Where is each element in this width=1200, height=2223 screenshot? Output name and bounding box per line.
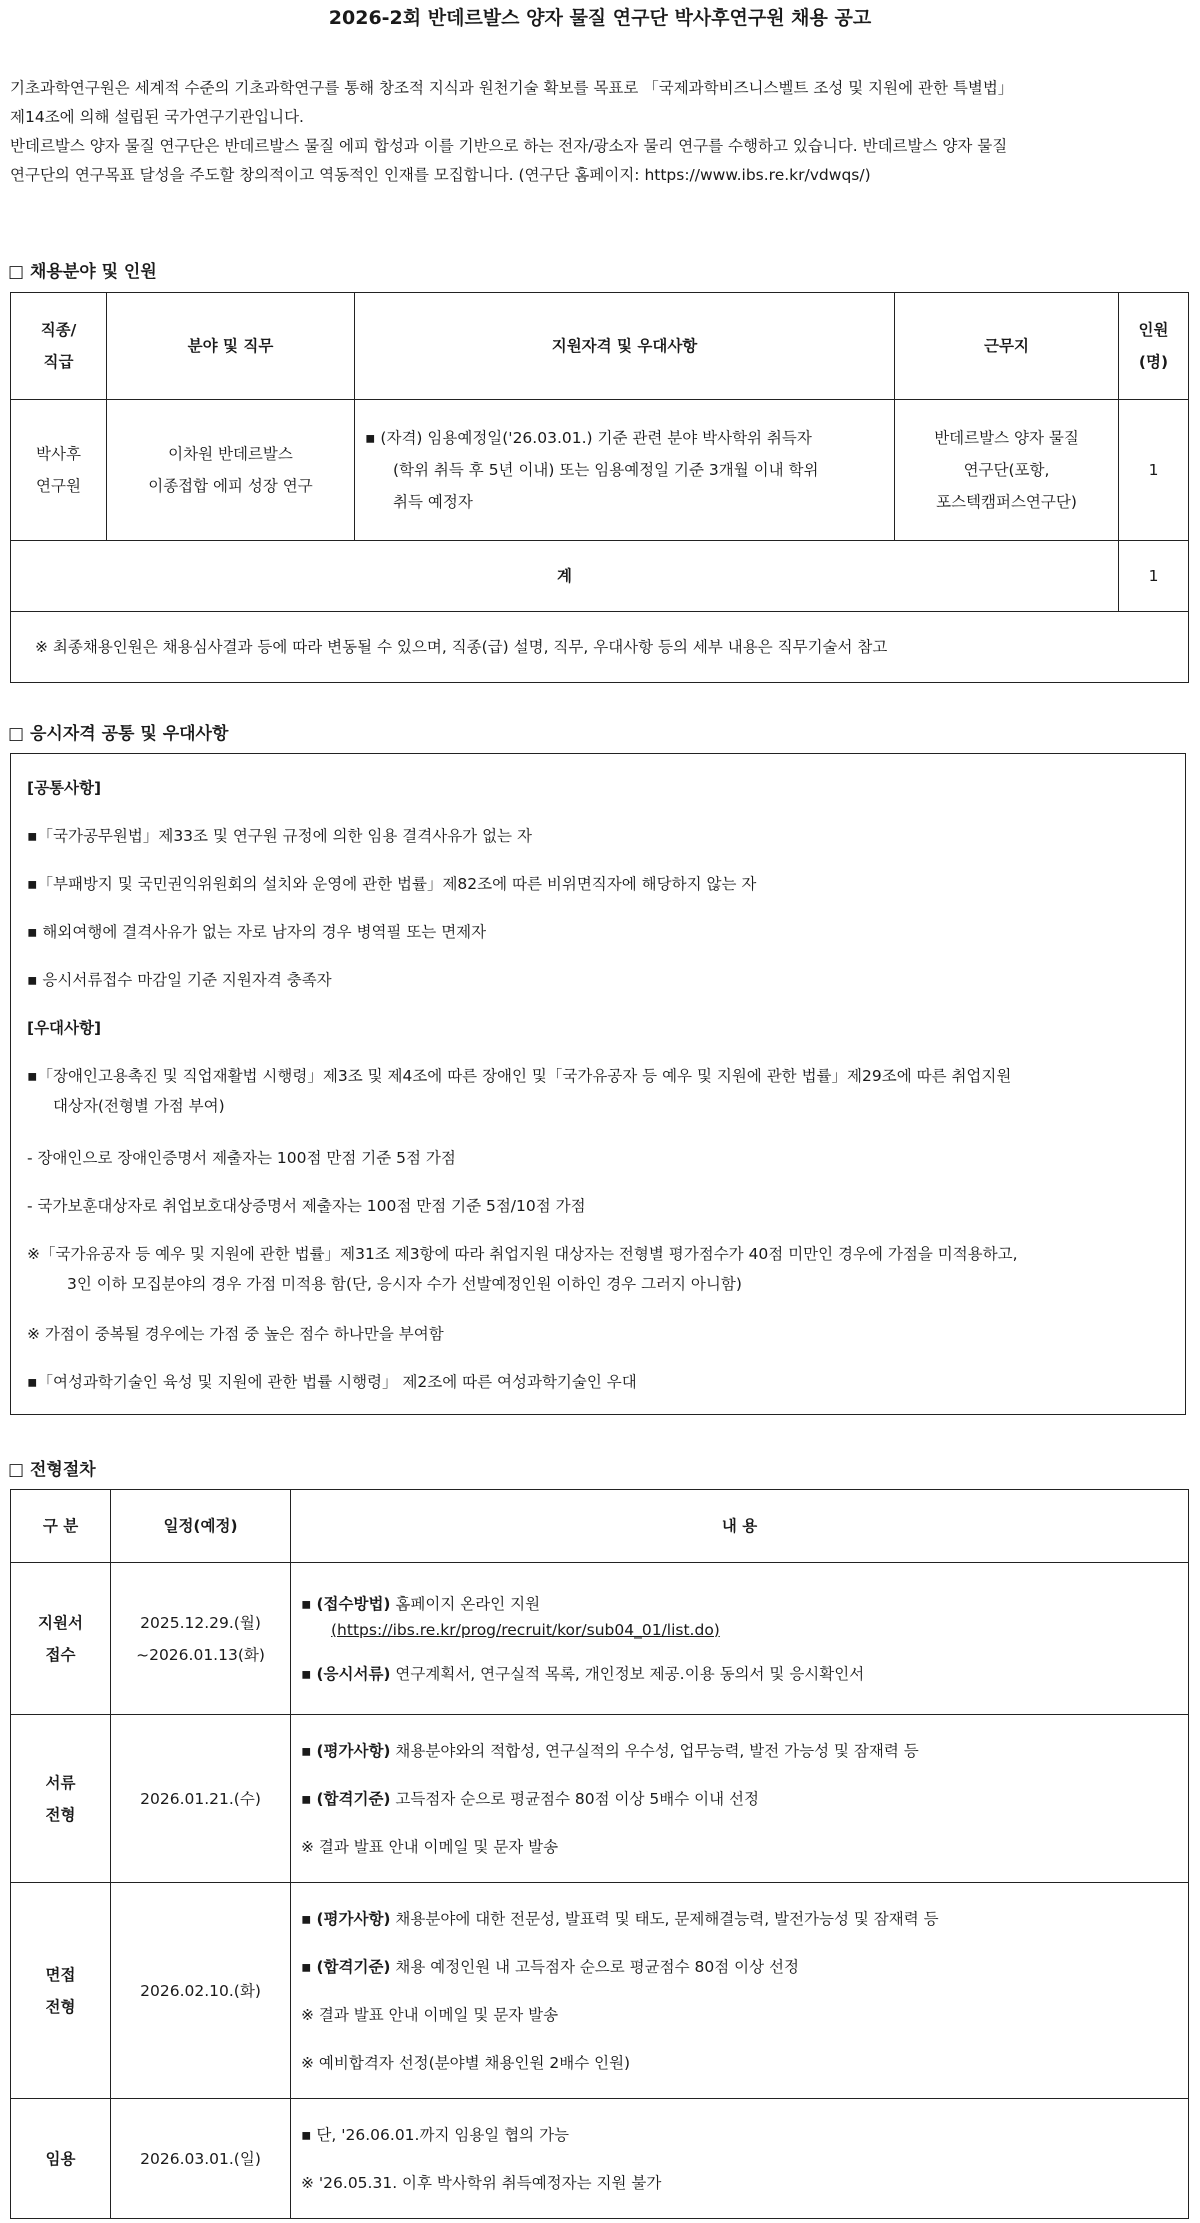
intro-line: 제14조에 의해 설립된 국가연구기관입니다. bbox=[10, 108, 304, 126]
cell-date: 2026.02.10.(화) bbox=[111, 1883, 291, 2099]
total-row bbox=[11, 541, 1189, 612]
apply-link[interactable]: (https://ibs.re.kr/prog/recruit/kor/sub04_01/list.do) bbox=[331, 1620, 720, 1639]
pref-sub-item: - 장애인으로 장애인증명서 제출자는 100점 만점 기준 5점 가점 bbox=[27, 1149, 456, 1167]
pref-sub-item: - 국가보훈대상자로 취업보호대상증명서 제출자는 100점 만점 기준 5점/10점 가점 bbox=[27, 1197, 586, 1215]
cell-date: 2026.01.21.(수) bbox=[111, 1715, 291, 1883]
section-heading-recruitment: □ 채용분야 및 인원 bbox=[8, 262, 157, 282]
common-title: [공통사항] bbox=[27, 779, 102, 797]
cell-rank: 박사후 연구원 bbox=[11, 400, 107, 541]
header-date: 일정(예정) bbox=[111, 1490, 291, 1563]
section-heading-process: □ 전형절차 bbox=[8, 1460, 96, 1480]
process-table bbox=[10, 1489, 1189, 2219]
cell-content bbox=[291, 1715, 1189, 1883]
cell-stage: 지원서 접수 bbox=[11, 1563, 111, 1715]
cell-content bbox=[291, 2099, 1189, 2219]
common-item: ▪「국가공무원법」제33조 및 연구원 규정에 의한 임용 결격사유가 없는 자 bbox=[27, 827, 532, 845]
table-row bbox=[11, 1883, 1189, 2099]
intro-line: 반데르발스 양자 물질 연구단은 반데르발스 물질 에피 합성과 이를 기반으로 하는 전자/광소자 물리 연구를 수행하고 있습니다. 반데르발스 양자 물질 bbox=[10, 137, 1008, 155]
cell-stage: 임용 bbox=[11, 2099, 111, 2219]
header-content: 내 용 bbox=[291, 1490, 1189, 1563]
content-note: ※ 예비합격자 선정(분야별 채용인원 2배수 인원) bbox=[301, 2053, 631, 2072]
content-note: ※ '26.05.31. 이후 박사학위 취득예정자는 지원 불가 bbox=[301, 2173, 662, 2192]
cell-date: 2026.03.01.(일) bbox=[111, 2099, 291, 2219]
cell-workplace: 반데르발스 양자 물질 연구단(포항, 포스텍캠퍼스연구단) bbox=[895, 400, 1119, 541]
total-label: 계 bbox=[11, 541, 1119, 612]
pref-note: ※「국가유공자 등 예우 및 지원에 관한 법률」제31조 제3항에 따라 취업지원 대상자는 전형별 평가점수가 40점 미만인 경우에 가점을 미적용하고, bbox=[27, 1245, 1018, 1263]
pref-note-cont: 3인 이하 모집분야의 경우 가점 미적용 함(단, 응시자 수가 선발예정인원 이하인 경우 그러지 아니함) bbox=[67, 1275, 742, 1293]
content-item: ▪ 단, '26.06.01.까지 임용일 협의 가능 bbox=[301, 2125, 570, 2144]
content-item: ▪ (합격기준) 고득점자 순으로 평균점수 80점 이상 5배수 이내 선정 bbox=[301, 1789, 759, 1808]
table-row bbox=[11, 400, 1189, 541]
cell-stage: 면접 전형 bbox=[11, 1883, 111, 2099]
eligibility-box bbox=[10, 753, 1186, 1415]
cell-count: 1 bbox=[1119, 400, 1189, 541]
pref-item-cont: 대상자(전형별 가점 부여) bbox=[53, 1097, 225, 1115]
table-row bbox=[11, 2099, 1189, 2219]
total-count: 1 bbox=[1119, 541, 1189, 612]
pref-title: [우대사항] bbox=[27, 1019, 102, 1037]
content-note: ※ 결과 발표 안내 이메일 및 문자 발송 bbox=[301, 2005, 559, 2024]
intro-line: 연구단의 연구목표 달성을 주도할 창의적이고 역동적인 인재를 모집합니다. (연구단 홈페이지: https://www.ibs.re.kr/vdwqs/) bbox=[10, 166, 871, 184]
common-item: ▪ 해외여행에 결격사유가 없는 자로 남자의 경우 병역필 또는 면제자 bbox=[27, 923, 487, 941]
content-item: ▪ (평가사항) 채용분야에 대한 전문성, 발표력 및 태도, 문제해결능력, 발전가능성 및 잠재력 등 bbox=[301, 1909, 939, 1928]
content-item: ▪ (합격기준) 채용 예정인원 내 고득점자 순으로 평균점수 80점 이상 선정 bbox=[301, 1957, 799, 1976]
cell-qualification: ▪ (자격) 임용예정일('26.03.01.) 기준 관련 분야 박사학위 취득자 (학위 취득 후 5년 이내) 또는 임용예정일 기준 3개월 이내 학위 취득 예정자 bbox=[355, 400, 895, 541]
page-title: 2026-2회 반데르발스 양자 물질 연구단 박사후연구원 채용 공고 bbox=[328, 7, 872, 29]
header-field: 분야 및 직무 bbox=[107, 293, 355, 400]
intro-paragraph bbox=[10, 74, 1190, 190]
content-item: ▪ (평가사항) 채용분야와의 적합성, 연구실적의 우수성, 업무능력, 발전 가능성 및 잠재력 등 bbox=[301, 1741, 919, 1760]
header-qualification: 지원자격 및 우대사항 bbox=[355, 293, 895, 400]
content-note: ※ 결과 발표 안내 이메일 및 문자 발송 bbox=[301, 1837, 559, 1856]
common-item: ▪「부패방지 및 국민권익위원회의 설치와 운영에 관한 법률」제82조에 따른 비위면직자에 해당하지 않는 자 bbox=[27, 875, 757, 893]
common-item: ▪ 응시서류접수 마감일 기준 지원자격 충족자 bbox=[27, 971, 332, 989]
pref-note: ※ 가점이 중복될 경우에는 가점 중 높은 점수 하나만을 부여함 bbox=[27, 1325, 444, 1343]
header-workplace: 근무지 bbox=[895, 293, 1119, 400]
table-note: ※ 최종채용인원은 채용심사결과 등에 따라 변동될 수 있으며, 직종(급) 설명, 직무, 우대사항 등의 세부 내용은 직무기술서 참고 bbox=[11, 612, 1189, 683]
cell-date: 2025.12.29.(월) ~2026.01.13(화) bbox=[111, 1563, 291, 1715]
cell-content bbox=[291, 1563, 1189, 1715]
section-heading-eligibility: □ 응시자격 공통 및 우대사항 bbox=[8, 724, 229, 744]
cell-stage: 서류 전형 bbox=[11, 1715, 111, 1883]
content-item: ▪ (접수방법) 홈페이지 온라인 지원 bbox=[301, 1594, 541, 1613]
note-row bbox=[11, 612, 1189, 683]
table-header-row bbox=[11, 1490, 1189, 1563]
header-rank: 직종/ 직급 bbox=[11, 293, 107, 400]
pref-item: ▪「여성과학기술인 육성 및 지원에 관한 법률 시행령」 제2조에 따른 여성과학기술인 우대 bbox=[27, 1373, 637, 1391]
header-stage: 구 분 bbox=[11, 1490, 111, 1563]
recruitment-table bbox=[10, 292, 1189, 683]
table-row bbox=[11, 1715, 1189, 1883]
content-item: ▪ (응시서류) 연구계획서, 연구실적 목록, 개인정보 제공․이용 동의서 및 응시확인서 bbox=[301, 1664, 865, 1683]
pref-item: ▪「장애인고용촉진 및 직업재활법 시행령」제3조 및 제4조에 따른 장애인 및「국가유공자 등 예우 및 지원에 관한 법률」제29조에 따른 취업지원 bbox=[27, 1067, 1012, 1085]
cell-content bbox=[291, 1883, 1189, 2099]
cell-field: 이차원 반데르발스 이종접합 에피 성장 연구 bbox=[107, 400, 355, 541]
header-count: 인원 (명) bbox=[1119, 293, 1189, 400]
table-header-row bbox=[11, 293, 1189, 400]
table-row bbox=[11, 1563, 1189, 1715]
intro-line: 기초과학연구원은 세계적 수준의 기초과학연구를 통해 창조적 지식과 원천기술 확보를 목표로 「국제과학비즈니스벨트 조성 및 지원에 관한 특별법」 bbox=[10, 79, 1014, 97]
